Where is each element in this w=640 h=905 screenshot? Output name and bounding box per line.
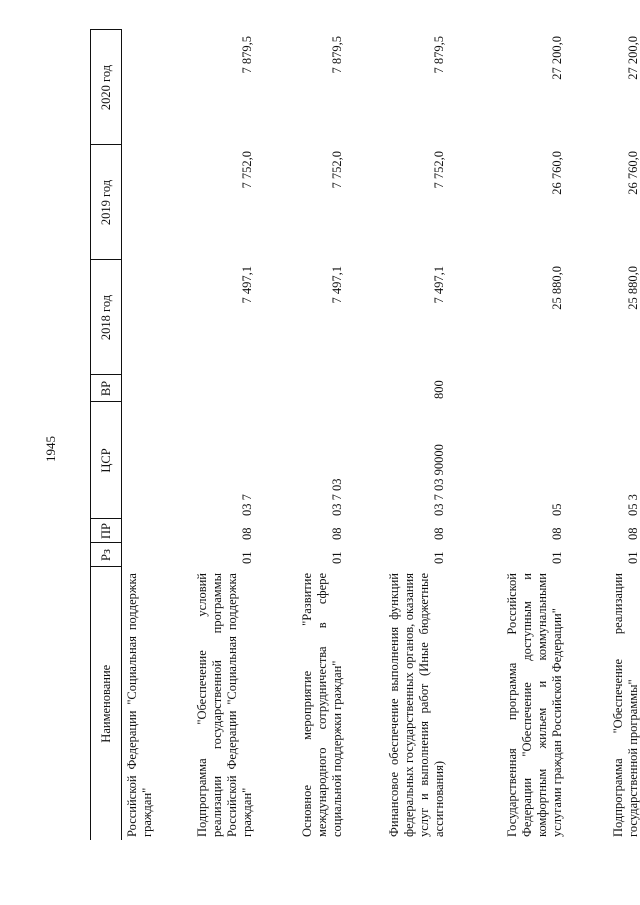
header-rz: Рз: [91, 543, 122, 567]
table-row: [450, 30, 568, 840]
row-2020: 7 879,5: [330, 36, 344, 74]
header-2019: 2019 год: [91, 145, 122, 260]
row-2018: 7 497,1: [432, 266, 446, 304]
row-csr: 05: [550, 503, 564, 516]
row-vr: [568, 375, 640, 402]
header-2020: 2020 год: [91, 30, 122, 145]
row-2018: 25 880,0: [550, 266, 564, 310]
row-rz: 01: [626, 551, 640, 564]
row-2019: 7 752,0: [240, 151, 254, 189]
row-2020: 7 879,5: [240, 36, 254, 74]
row-name: Основное мероприятие "Развитие международного сотрудничества в сфере социальной поддержки граждан": [300, 573, 344, 837]
row-2019: 7 752,0: [330, 151, 344, 189]
row-name: Финансовое обеспечение выполнения функций федеральных государственных органов, оказания услуг и выполнения работ (Иные бюджетные ассигнования): [387, 573, 446, 837]
header-pr: ПР: [91, 519, 122, 543]
row-2020: 27 200,0: [626, 36, 640, 80]
row-name: Подпрограмма "Обеспечение реализации государственной программы": [611, 573, 640, 837]
row-csr: [122, 402, 169, 519]
row-rz: 01: [432, 551, 446, 564]
row-name: Подпрограмма "Обеспечение условий реализации государственной программы Российской Федерации "Социальная поддержка граждан": [195, 573, 254, 837]
row-2018: 7 497,1: [240, 266, 254, 304]
row-csr: 03 7 03: [330, 478, 344, 516]
row-2018: 25 880,0: [626, 266, 640, 310]
table-row: [348, 30, 450, 840]
row-vr: [168, 375, 258, 402]
header-2018: 2018 год: [91, 260, 122, 375]
row-vr: [450, 375, 568, 402]
row-rz: 01: [330, 551, 344, 564]
row-2020: [122, 30, 169, 145]
row-csr: 03 7: [240, 494, 254, 516]
row-2018: [122, 260, 169, 375]
rotated-page-content: [90, 36, 640, 840]
row-rz: 01: [550, 551, 564, 564]
row-vr: 800: [432, 380, 446, 399]
row-2018: 7 497,1: [330, 266, 344, 304]
table-row: [258, 30, 348, 840]
row-rz: 01: [240, 551, 254, 564]
page-number: 1945: [43, 436, 58, 462]
row-pr: 08: [626, 527, 640, 540]
row-pr: 08: [432, 527, 446, 540]
row-pr: 08: [330, 527, 344, 540]
row-pr: 08: [240, 527, 254, 540]
row-vr: [258, 375, 348, 402]
row-csr: 03 7 03 90000: [432, 444, 446, 516]
row-vr: [122, 375, 169, 402]
row-2020: 27 200,0: [550, 36, 564, 80]
row-2019: 26 760,0: [550, 151, 564, 195]
row-pr: [122, 519, 169, 543]
row-name: Российской Федерации "Социальная поддержка граждан": [125, 573, 154, 837]
row-2020: 7 879,5: [432, 36, 446, 74]
header-vr: ВР: [91, 375, 122, 402]
row-name: Государственная программа Российской Федерации "Обеспечение доступным и комфортным жильем и коммунальными услугами граждан Российской Федерации": [505, 573, 564, 837]
row-pr: 08: [550, 527, 564, 540]
table-row: [568, 30, 640, 840]
row-2019: 7 752,0: [432, 151, 446, 189]
row-rz: [122, 543, 169, 567]
budget-table: [90, 30, 640, 841]
header-csr: ЦСР: [91, 402, 122, 519]
row-2019: 26 760,0: [626, 151, 640, 195]
table-row: [168, 30, 258, 840]
table-row: [122, 30, 169, 840]
table-header-row: [91, 30, 122, 840]
row-csr: 05 3: [626, 494, 640, 516]
row-2019: [122, 145, 169, 260]
header-name: Наименование: [91, 567, 122, 840]
